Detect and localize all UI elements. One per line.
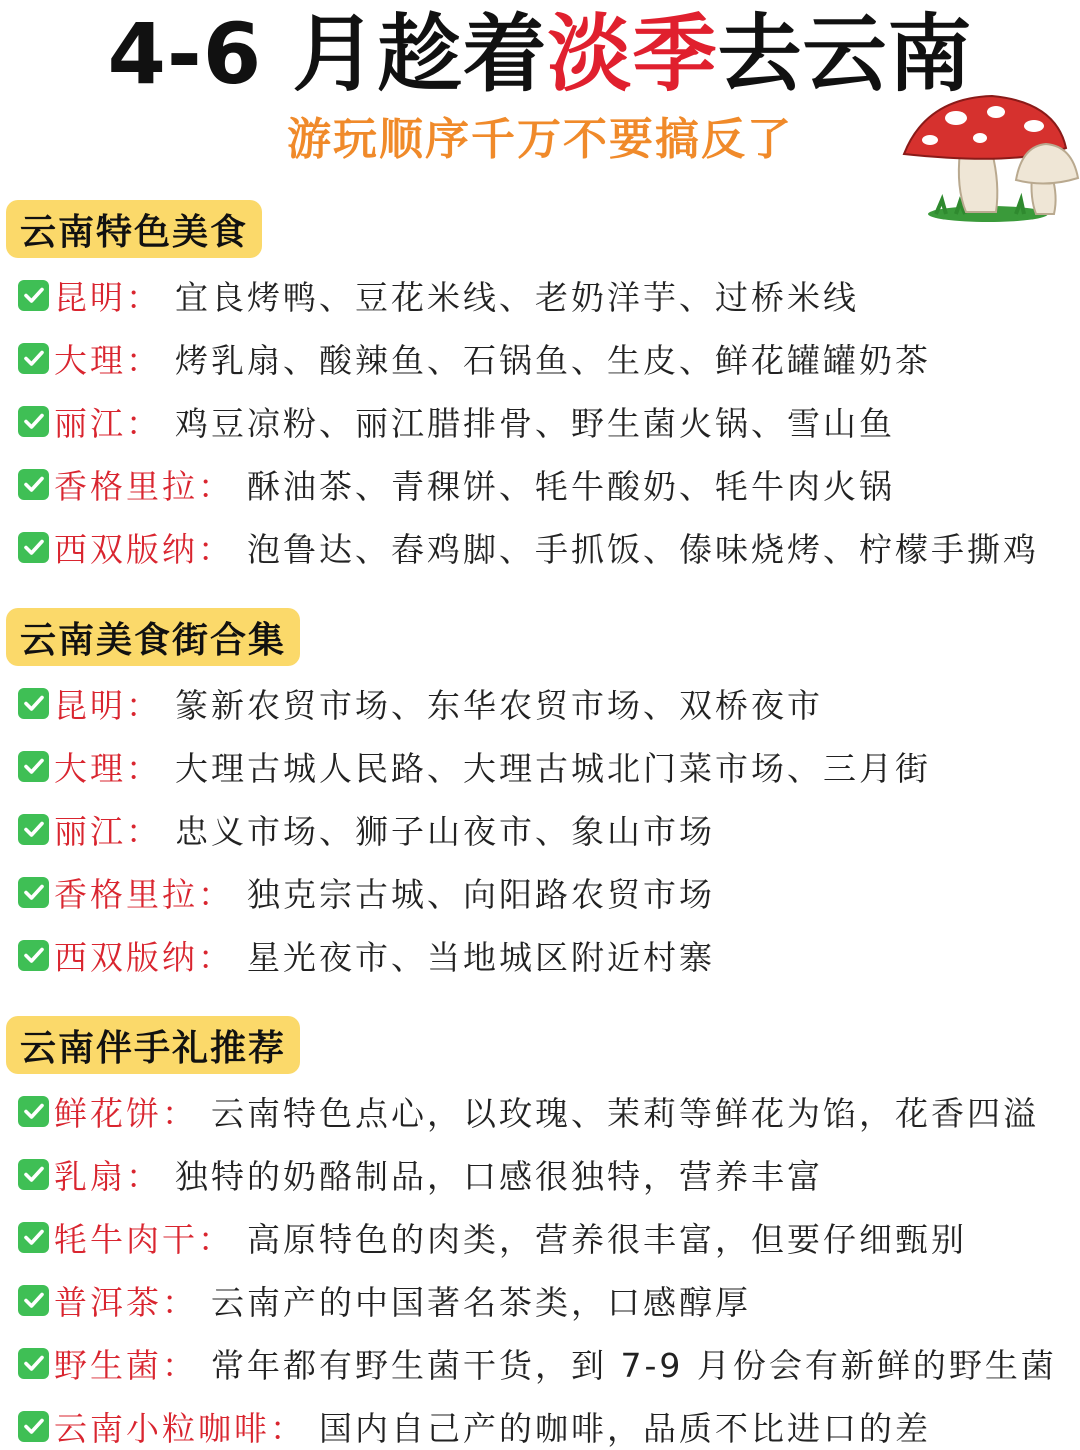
section-3 xyxy=(0,1016,1080,1450)
list-item xyxy=(18,333,931,383)
item-colon: ： xyxy=(126,340,159,380)
item-label: 西双版纳 xyxy=(54,937,198,977)
section-heading-text: 云南美食街合集 xyxy=(20,619,287,661)
item-label: 昆明 xyxy=(54,277,126,317)
check-icon xyxy=(18,940,49,971)
item-colon: ： xyxy=(198,874,231,914)
check-icon xyxy=(18,877,49,908)
check-icon xyxy=(18,688,49,719)
title-part-2: 去云南 xyxy=(717,5,973,103)
list-item xyxy=(18,1401,931,1450)
list-item xyxy=(18,1086,1039,1136)
check-icon xyxy=(18,814,49,845)
section-2 xyxy=(0,608,1080,993)
list-item xyxy=(18,396,895,446)
check-icon xyxy=(18,1411,49,1442)
list-item xyxy=(18,1149,823,1199)
check-icon xyxy=(18,406,49,437)
section-heading xyxy=(6,1016,300,1074)
title-part-1: 4-6 月趁着 xyxy=(107,5,548,103)
item-colon: ： xyxy=(126,277,159,317)
list-item xyxy=(18,1212,967,1262)
item-value: 云南产的中国著名茶类，口感醇厚 xyxy=(211,1282,751,1322)
item-label: 野生菌 xyxy=(54,1345,162,1385)
item-value: 独特的奶酪制品，口感很独特，营养丰富 xyxy=(175,1156,823,1196)
item-value: 酥油茶、青稞饼、牦牛酸奶、牦牛肉火锅 xyxy=(247,466,895,506)
item-colon: ： xyxy=(126,1156,159,1196)
item-value: 烤乳扇、酸辣鱼、石锅鱼、生皮、鲜花罐罐奶茶 xyxy=(175,340,931,380)
section-heading-text: 云南特色美食 xyxy=(20,211,249,253)
item-value: 常年都有野生菌干货，到 7-9 月份会有新鲜的野生菌 xyxy=(211,1345,1057,1385)
item-value: 泡鲁达、舂鸡脚、手抓饭、傣味烧烤、柠檬手撕鸡 xyxy=(247,529,1039,569)
check-icon xyxy=(18,751,49,782)
item-colon: ： xyxy=(198,1219,231,1259)
section-heading-text: 云南伴手礼推荐 xyxy=(20,1027,287,1069)
check-icon xyxy=(18,1285,49,1316)
list-item xyxy=(18,1275,751,1325)
item-value: 篆新农贸市场、东华农贸市场、双桥夜市 xyxy=(175,685,823,725)
item-colon: ： xyxy=(126,811,159,851)
list-item xyxy=(18,867,715,917)
check-icon xyxy=(18,469,49,500)
check-icon xyxy=(18,532,49,563)
item-value: 大理古城人民路、大理古城北门菜市场、三月街 xyxy=(175,748,931,788)
section-1 xyxy=(0,200,1080,585)
item-label: 丽江 xyxy=(54,403,126,443)
item-value: 星光夜市、当地城区附近村寨 xyxy=(247,937,715,977)
item-colon: ： xyxy=(198,937,231,977)
list-item xyxy=(18,804,715,854)
item-label: 普洱茶 xyxy=(54,1282,162,1322)
item-label: 乳扇 xyxy=(54,1156,126,1196)
item-label: 云南小粒咖啡 xyxy=(54,1408,270,1448)
item-value: 高原特色的肉类，营养很丰富，但要仔细甄别 xyxy=(247,1219,967,1259)
item-colon: ： xyxy=(198,466,231,506)
list-item xyxy=(18,741,931,791)
item-label: 大理 xyxy=(54,340,126,380)
item-value: 鸡豆凉粉、丽江腊排骨、野生菌火锅、雪山鱼 xyxy=(175,403,895,443)
section-heading xyxy=(6,200,262,258)
item-value: 国内自己产的咖啡，品质不比进口的差 xyxy=(319,1408,931,1448)
check-icon xyxy=(18,1222,49,1253)
item-value: 宜良烤鸭、豆花米线、老奶洋芋、过桥米线 xyxy=(175,277,859,317)
list-item xyxy=(18,930,715,980)
item-colon: ： xyxy=(126,403,159,443)
section-heading xyxy=(6,608,300,666)
check-icon xyxy=(18,343,49,374)
item-label: 香格里拉 xyxy=(54,874,198,914)
item-label: 大理 xyxy=(54,748,126,788)
list-item xyxy=(18,270,859,320)
check-icon xyxy=(18,1348,49,1379)
item-label: 香格里拉 xyxy=(54,466,198,506)
item-value: 独克宗古城、向阳路农贸市场 xyxy=(247,874,715,914)
item-label: 丽江 xyxy=(54,811,126,851)
item-colon: ： xyxy=(162,1093,195,1133)
item-colon: ： xyxy=(126,685,159,725)
list-item xyxy=(18,522,1039,572)
title-highlight: 淡季 xyxy=(547,5,718,103)
item-colon: ： xyxy=(162,1345,195,1385)
item-colon: ： xyxy=(270,1408,303,1448)
item-colon: ： xyxy=(198,529,231,569)
check-icon xyxy=(18,1159,49,1190)
item-value: 云南特色点心，以玫瑰、茉莉等鲜花为馅，花香四溢 xyxy=(211,1093,1039,1133)
list-item xyxy=(18,678,823,728)
list-item xyxy=(18,1338,1057,1388)
check-icon xyxy=(18,1096,49,1127)
page-subtitle: 游玩顺序千万不要搞反了 xyxy=(287,114,793,165)
list-item xyxy=(18,459,895,509)
item-colon: ： xyxy=(126,748,159,788)
item-colon: ： xyxy=(162,1282,195,1322)
check-icon xyxy=(18,280,49,311)
item-label: 昆明 xyxy=(54,685,126,725)
item-label: 牦牛肉干 xyxy=(54,1219,198,1259)
item-label: 鲜花饼 xyxy=(54,1093,162,1133)
item-label: 西双版纳 xyxy=(54,529,198,569)
item-value: 忠义市场、狮子山夜市、象山市场 xyxy=(175,811,715,851)
